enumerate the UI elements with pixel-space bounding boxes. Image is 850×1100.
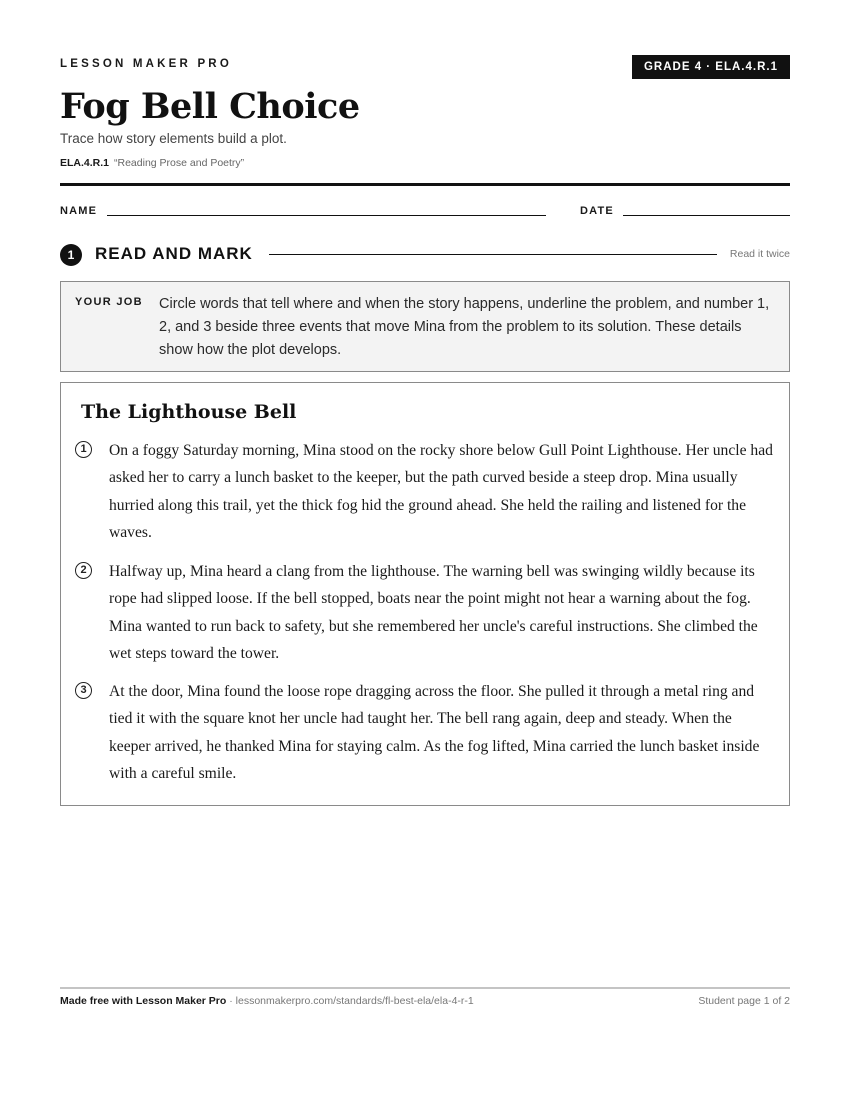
footer-brand: Made free with Lesson Maker Pro: [60, 995, 227, 1007]
footer-credit: [60, 995, 474, 1007]
name-label: NAME: [60, 205, 98, 217]
paragraph-text: Halfway up, Mina heard a clang from the lighthouse. The warning bell was swinging wildly because its rope had slipped loose. If the bell stopped, boats near the point might not hear a warning about the fog. Mina wanted to run back to safety, but she remembered her uncle's careful instructions. She climbed the wet steps toward the tower.: [109, 563, 758, 663]
section-title: READ AND MARK: [95, 244, 253, 263]
paragraph-number-badge: 3: [75, 682, 92, 699]
footer-divider: [60, 987, 790, 989]
grade-badge: GRADE 4 · ELA.4.R.1: [632, 55, 790, 79]
instructions-box: [60, 281, 790, 372]
story-title: The Lighthouse Bell: [81, 401, 297, 423]
brand-label: LESSON MAKER PRO: [60, 58, 232, 70]
standard-line: [60, 157, 244, 169]
story-passage: [60, 382, 790, 806]
paragraph-text: On a foggy Saturday morning, Mina stood on the rocky shore below Gull Point Lighthouse. Her uncle had asked her to carry a lunch basket to the keeper, but the path curved beside a steep drop. Mina usually hurried along this trail, yet the thick fog hid the ground ahead. She held the railing and listened for the waves.: [109, 442, 773, 542]
date-field-line[interactable]: [623, 215, 790, 216]
name-field-line[interactable]: [107, 215, 546, 216]
paragraph-number-badge: 1: [75, 441, 92, 458]
paragraph-text: At the door, Mina found the loose rope dragging across the floor. She pulled it through a metal ring and tied it with the square knot her uncle had taught her. The bell rang again, deep and steady. When the keeper arrived, he thanked Mina for staying calm. As the fog lifted, Mina carried the lunch basket inside with a careful smile.: [109, 683, 760, 783]
paragraph-number-badge: 2: [75, 562, 92, 579]
header-divider: [60, 183, 790, 186]
page-title: Fog Bell Choice: [60, 86, 360, 127]
page-subtitle: Trace how story elements build a plot.: [60, 131, 287, 146]
standard-name: “Reading Prose and Poetry”: [114, 157, 245, 169]
section-number-badge: 1: [60, 244, 82, 266]
date-label: DATE: [580, 205, 614, 217]
instructions-text: Circle words that tell where and when the story happens, underline the problem, and number 1, 2, and 3 beside three events that move Mina from the problem to its solution. These details show how the plot develops.: [159, 296, 770, 358]
worksheet-page: [60, 0, 790, 1100]
footer-page-number: Student page 1 of 2: [698, 995, 790, 1007]
instructions-label: YOUR JOB: [75, 296, 143, 308]
standard-code: ELA.4.R.1: [60, 157, 110, 169]
section-divider: [269, 254, 717, 255]
section-hint: Read it twice: [729, 248, 790, 260]
footer-url-link[interactable]: · lessonmakerpro.com/standards/fl-best-ela/ela-4-r-1: [226, 995, 474, 1007]
